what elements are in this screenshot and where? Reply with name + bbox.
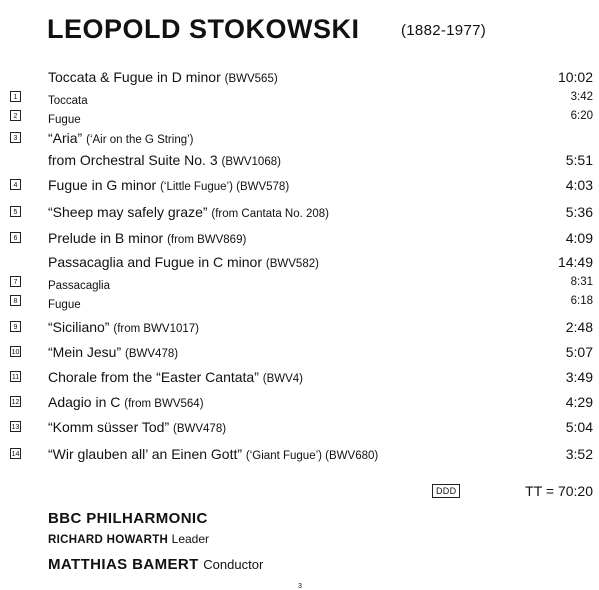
track-number-box: 5	[10, 206, 21, 217]
track-title	[48, 319, 199, 337]
track-title-text: “Siciliano”	[48, 319, 114, 335]
track-row	[0, 416, 599, 438]
track-title	[48, 230, 246, 248]
track-catalog-note: (‘Giant Fugue’) (BWV680)	[245, 450, 379, 462]
track-catalog-note: (BWV478)	[125, 348, 179, 360]
conductor-name: MATTHIAS BAMERT	[48, 556, 199, 573]
track-number-box: 2	[10, 110, 21, 121]
track-title-text: Passacaglia and Fugue in C minor	[48, 254, 266, 270]
track-title	[48, 69, 278, 87]
track-row	[0, 291, 599, 313]
track-title-text: “Mein Jesu”	[48, 344, 126, 360]
track-catalog-note: (from BWV1017)	[113, 323, 199, 335]
track-title	[48, 419, 226, 437]
track-row	[0, 127, 599, 149]
track-title-text: Fugue	[48, 114, 81, 126]
track-title	[48, 204, 329, 222]
track-row	[0, 149, 599, 171]
ddd-badge: DDD	[432, 484, 460, 498]
track-title	[48, 369, 303, 387]
track-title	[48, 177, 289, 195]
track-duration: 3:49	[565, 369, 593, 385]
track-duration: 10:02	[557, 69, 593, 85]
track-title-text: Fugue in G minor	[48, 177, 161, 193]
track-title-text: Fugue	[48, 299, 81, 311]
track-title	[48, 394, 204, 412]
track-number-box: 11	[10, 371, 21, 382]
conductor-role: Conductor	[203, 557, 264, 572]
orchestra-name: BBC PHILHARMONIC	[48, 510, 208, 527]
track-row	[0, 106, 599, 128]
track-title-text: Toccata	[48, 95, 88, 107]
track-row	[0, 366, 599, 388]
track-duration: 5:04	[565, 419, 593, 435]
track-title-text: Toccata & Fugue in D minor	[48, 69, 225, 85]
track-row	[0, 227, 599, 249]
track-duration: 4:03	[565, 177, 593, 193]
track-catalog-note: (BWV4)	[262, 373, 304, 385]
track-catalog-note: (from BWV564)	[124, 398, 204, 410]
track-title	[48, 110, 81, 128]
track-row	[0, 201, 599, 223]
track-duration: 3:42	[570, 91, 593, 103]
leader-role: Leader	[171, 532, 210, 546]
composer-years: (1882-1977)	[401, 22, 487, 39]
track-duration: 6:18	[570, 295, 593, 307]
track-duration: 5:51	[565, 152, 593, 168]
track-title-text: from Orchestral Suite No. 3	[48, 152, 222, 168]
total-time: TT = 70:20	[525, 483, 593, 499]
track-title	[48, 446, 378, 464]
track-row	[0, 341, 599, 363]
track-number-box: 14	[10, 448, 21, 459]
track-title-text: “Komm süsser Tod”	[48, 419, 173, 435]
track-title-text: Passacaglia	[48, 280, 111, 292]
track-duration: 2:48	[565, 319, 593, 335]
track-title-text: Chorale from the “Easter Cantata”	[48, 369, 263, 385]
track-duration: 4:09	[565, 230, 593, 246]
track-catalog-note: (from Cantata No. 208)	[211, 208, 330, 220]
track-number-box: 12	[10, 396, 21, 407]
track-number-box: 3	[10, 132, 21, 143]
track-title-text: “Sheep may safely graze”	[48, 204, 212, 220]
track-number-box: 6	[10, 232, 21, 243]
track-duration: 14:49	[557, 254, 593, 270]
track-duration: 6:20	[570, 110, 593, 122]
track-number-box: 7	[10, 276, 21, 287]
track-duration: 5:07	[565, 344, 593, 360]
track-catalog-note: (‘Little Fugue’) (BWV578)	[160, 181, 290, 193]
page-number: 3	[298, 583, 302, 590]
track-title-text: Adagio in C	[48, 394, 125, 410]
track-number-box: 1	[10, 91, 21, 102]
track-number-box: 13	[10, 421, 21, 432]
track-catalog-note: (BWV478)	[173, 423, 227, 435]
track-row	[0, 251, 599, 273]
composer-title: LEOPOLD STOKOWSKI	[47, 14, 360, 44]
track-number-box: 9	[10, 321, 21, 332]
track-title-text: “Aria”	[48, 130, 87, 146]
track-catalog-note: (BWV1068)	[221, 156, 281, 168]
leader-name: RICHARD HOWARTH	[48, 534, 169, 546]
track-title-text: Prelude in B minor	[48, 230, 168, 246]
track-row	[0, 443, 599, 465]
track-number-box: 10	[10, 346, 21, 357]
track-title-text: “Wir glauben all’ an Einen Gott”	[48, 446, 246, 462]
track-catalog-note: (BWV565)	[224, 73, 278, 85]
conductor-credit	[48, 556, 263, 573]
track-catalog-note: (‘Air on the G String’)	[86, 134, 194, 146]
track-number-box: 4	[10, 179, 21, 190]
track-title	[48, 254, 319, 272]
track-title	[48, 152, 281, 170]
track-duration: 8:31	[570, 276, 593, 288]
track-duration: 3:52	[565, 446, 593, 462]
track-row	[0, 174, 599, 196]
track-title	[48, 344, 178, 362]
leader-credit	[48, 532, 209, 546]
track-row	[0, 316, 599, 338]
track-row	[0, 391, 599, 413]
track-duration: 5:36	[565, 204, 593, 220]
track-catalog-note: (from BWV869)	[167, 234, 247, 246]
track-catalog-note: (BWV582)	[265, 258, 319, 270]
track-duration: 4:29	[565, 394, 593, 410]
track-title	[48, 295, 81, 313]
track-title	[48, 130, 194, 148]
track-number-box: 8	[10, 295, 21, 306]
track-row	[0, 66, 599, 88]
